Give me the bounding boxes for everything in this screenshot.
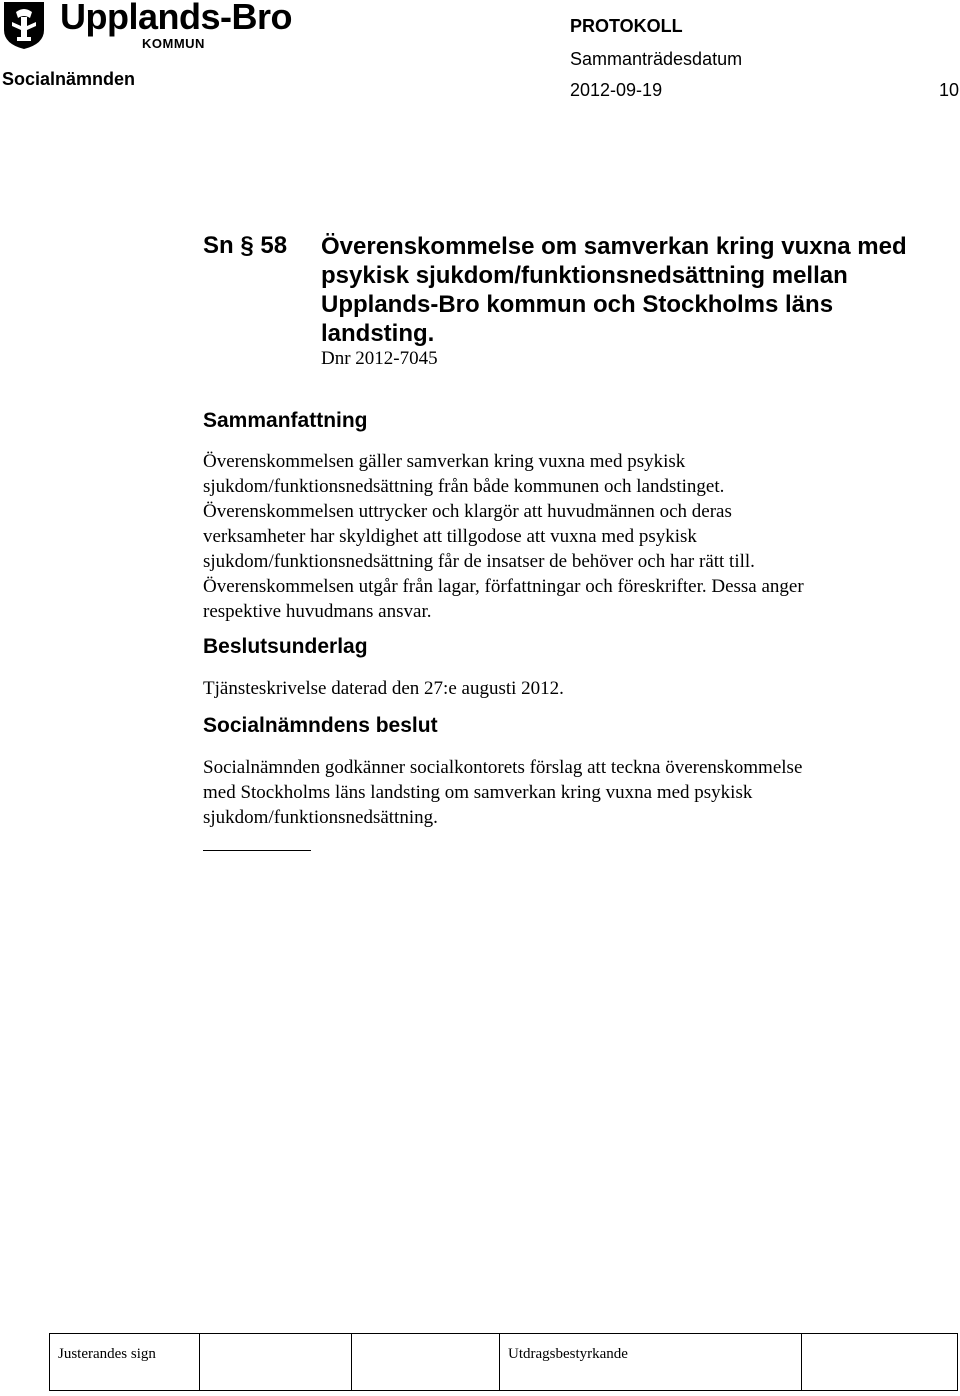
basis-text: [203, 676, 923, 701]
summary-line: Överenskommelsen utgår från lagar, författningar och föreskrifter. Dessa anger: [203, 576, 804, 597]
summary-heading: Sammanfattning: [203, 409, 368, 432]
municipality-logo: [2, 0, 302, 56]
summary-line: sjukdom/funktionsnedsättning från både kommunen och landstinget.: [203, 476, 725, 497]
summary-line: sjukdom/funktionsnedsättning får de insatser de behöver och har rätt till.: [203, 551, 755, 572]
summary-line: respektive huvudmans ansvar.: [203, 601, 432, 622]
end-of-item-rule: [203, 850, 311, 851]
adjuster-signature-label: Justerandes sign: [58, 1346, 156, 1362]
certification-cell: [802, 1334, 957, 1390]
decision-line: Socialnämnden godkänner socialkontorets förslag att teckna överenskommelse: [203, 757, 803, 778]
decision-line: sjukdom/funktionsnedsättning.: [203, 807, 438, 828]
summary-line: Överenskommelsen uttrycker och klargör att huvudmännen och deras: [203, 501, 732, 522]
coat-of-arms-icon: [2, 0, 46, 50]
decision-text: [203, 755, 923, 830]
committee-name: Socialnämnden: [2, 69, 136, 89]
meeting-date: 2012-09-19: [570, 80, 663, 100]
signature-cell: [50, 1334, 200, 1390]
basis-heading: Beslutsunderlag: [203, 635, 368, 658]
basis-line: Tjänsteskrivelse daterad den 27:e augusti 2012.: [203, 678, 564, 699]
certification-cell: [500, 1334, 802, 1390]
paragraph-number: Sn § 58: [203, 232, 288, 259]
signature-cell: [352, 1334, 500, 1390]
signature-cell: [200, 1334, 352, 1390]
decision-line: med Stockholms läns landsting om samverkan kring vuxna med psykisk: [203, 782, 753, 803]
page-number: 10: [939, 80, 960, 100]
meeting-date-label: Sammanträdesdatum: [570, 49, 743, 69]
summary-text: [203, 449, 923, 624]
decision-heading: Socialnämndens beslut: [203, 714, 438, 737]
logo-subtitle: KOMMUN: [142, 36, 205, 51]
document-type: PROTOKOLL: [570, 16, 683, 36]
summary-line: Överenskommelsen gäller samverkan kring vuxna med psykisk: [203, 451, 686, 472]
certification-label: Utdragsbestyrkande: [508, 1346, 628, 1362]
signature-table: [49, 1333, 958, 1391]
logo-wordmark: Upplands-Bro: [60, 0, 292, 37]
summary-line: verksamheter har skyldighet att tillgodose att vuxna med psykisk: [203, 526, 697, 547]
diary-number: Dnr 2012-7045: [321, 348, 438, 369]
item-title: Överenskommelse om samverkan kring vuxna med psykisk sjukdom/funktionsnedsättning mellan Upplands-Bro kommun och Stockholms läns landsting.: [321, 233, 907, 347]
